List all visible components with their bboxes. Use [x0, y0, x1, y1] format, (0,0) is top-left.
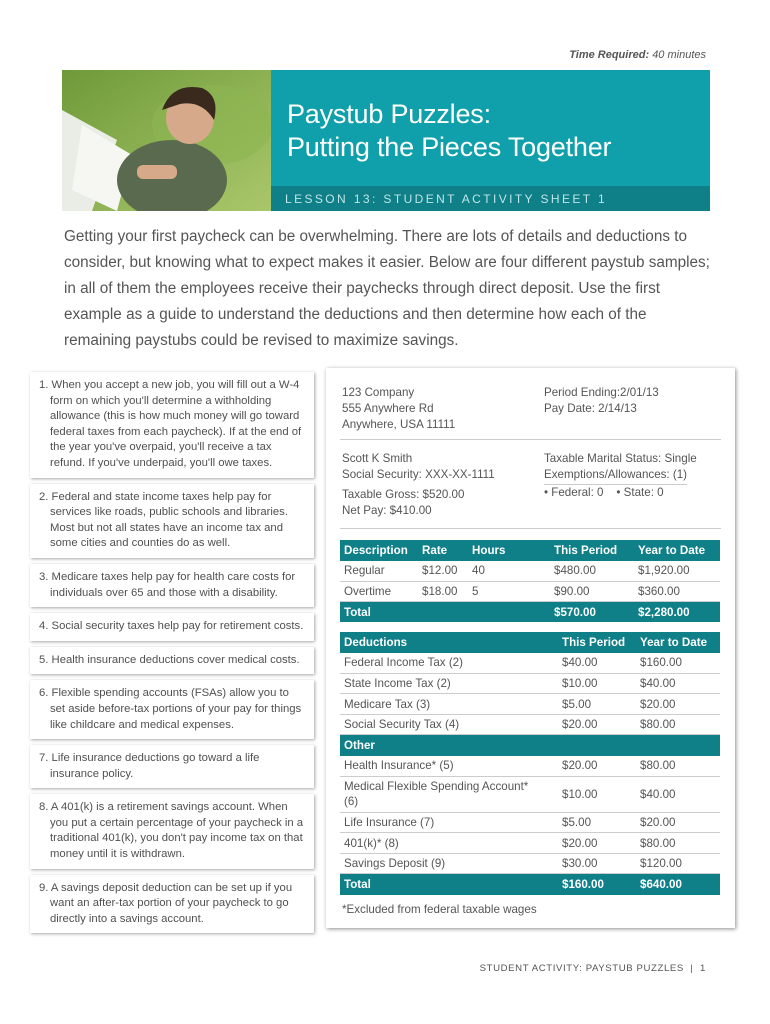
marital-status: Taxable Marital Status: Single	[544, 452, 697, 465]
table-row	[340, 756, 720, 777]
table-row	[340, 561, 720, 582]
period-ending: Period Ending:2/01/13	[544, 386, 659, 399]
cell: $12.00	[418, 561, 468, 582]
cell: Savings Deposit (9)	[340, 853, 558, 874]
cell: Health Insurance* (5)	[340, 756, 558, 777]
other-header-row	[340, 735, 720, 756]
cell: $1,920.00	[634, 561, 720, 582]
title-line-1: Paystub Puzzles:	[287, 99, 491, 129]
cell: $40.00	[636, 776, 720, 812]
header-hours: Hours	[468, 540, 550, 561]
lesson-label: LESSON 13: STUDENT ACTIVITY SHEET 1	[285, 192, 608, 206]
cell: $10.00	[558, 673, 636, 694]
cell: 401(k)* (8)	[340, 833, 558, 854]
cell: Social Security Tax (4)	[340, 714, 558, 735]
deductions-table	[340, 632, 720, 895]
page-title	[287, 98, 611, 164]
cell: $90.00	[550, 581, 634, 602]
divider	[340, 439, 721, 440]
deductions-total-row	[340, 874, 720, 895]
company-name: 123 Company	[342, 386, 415, 399]
time-required-value: 40 minutes	[652, 49, 706, 61]
table-row	[340, 653, 720, 674]
notes-column	[30, 372, 314, 939]
note-2: 2. Federal and state income taxes help pay for services like roads, public schools and libraries. Most but not all states have an income tax and some cities and counties do as well.	[30, 484, 314, 558]
time-required	[569, 49, 706, 61]
table-row	[340, 581, 720, 602]
cell: Federal Income Tax (2)	[340, 653, 558, 674]
gross-net-info	[342, 487, 464, 519]
cell: $20.00	[636, 812, 720, 833]
header-this-period: This Period	[558, 632, 636, 653]
note-4: 4. Social security taxes help pay for retirement costs.	[30, 613, 314, 641]
state-allowance: • State: 0	[616, 486, 664, 499]
cell: $30.00	[558, 853, 636, 874]
cell: $5.00	[558, 812, 636, 833]
intro-paragraph: Getting your first paycheck can be overwhelming. There are lots of details and deductions to consider, but knowing what to expect makes it easier. Below are four different paystub samples; in all of them the employees receive their paychecks through direct deposit. Use the first example as a guide to understand the deductions and then determine how each of the remaining paystubs could be revised to maximize savings.	[64, 228, 710, 349]
cell: $80.00	[636, 714, 720, 735]
note-8: 8. A 401(k) is a retirement savings account. When you put a certain percentage of your paycheck in a traditional 401(k), you don't pay income tax on that money until it is withdrawn.	[30, 794, 314, 868]
table-row	[340, 833, 720, 854]
company-street: 555 Anywhere Rd	[342, 402, 434, 415]
header-year-to-date: Year to Date	[634, 540, 720, 561]
cell: State Income Tax (2)	[340, 673, 558, 694]
cell: $480.00	[550, 561, 634, 582]
note-1: 1. When you accept a new job, you will fill out a W-4 form on which you'll determine a withholding allowance (this is how much money will go toward federal taxes from each paycheck). If at the end of the year you've overpaid, you'll receive a tax refund. If you've underpaid, you'll owe taxes.	[30, 372, 314, 478]
table-row	[340, 776, 720, 812]
cell: Medicare Tax (3)	[340, 694, 558, 715]
cell: $160.00	[636, 653, 720, 674]
header-year-to-date: Year to Date	[636, 632, 720, 653]
social-security: Social Security: XXX-XX-1111	[342, 468, 495, 481]
federal-allowance: • Federal: 0	[544, 486, 604, 499]
header-description: Description	[340, 540, 418, 561]
cell: $40.00	[558, 653, 636, 674]
cell: Overtime	[340, 581, 418, 602]
page-footer: STUDENT ACTIVITY: PAYSTUB PUZZLES | 1	[479, 963, 706, 974]
lesson-bar	[271, 186, 710, 211]
cell: $10.00	[558, 776, 636, 812]
cell: $20.00	[558, 833, 636, 854]
cell: $5.00	[558, 694, 636, 715]
cell: Medical Flexible Spending Account* (6)	[340, 776, 558, 812]
cell: 5	[468, 581, 550, 602]
header-rate: Rate	[418, 540, 468, 561]
paystub-panel	[326, 368, 735, 928]
cell: $18.00	[418, 581, 468, 602]
table-row	[340, 714, 720, 735]
cell: $120.00	[636, 853, 720, 874]
total-year-to-date: $640.00	[636, 874, 720, 895]
header-this-period: This Period	[550, 540, 634, 561]
other-label: Other	[340, 735, 720, 756]
cell: $20.00	[558, 756, 636, 777]
cell: $20.00	[636, 694, 720, 715]
cell: $80.00	[636, 833, 720, 854]
tax-status-info	[544, 451, 697, 501]
earnings-table	[340, 540, 720, 622]
note-5: 5. Health insurance deductions cover medical costs.	[30, 647, 314, 675]
cell: Regular	[340, 561, 418, 582]
cell: $80.00	[636, 756, 720, 777]
exemptions-allowances: Exemptions/Allowances: (1)	[544, 467, 687, 485]
earnings-header-row	[340, 540, 720, 561]
pay-date: Pay Date: 2/14/13	[544, 402, 637, 415]
deductions-header-row	[340, 632, 720, 653]
title-banner	[271, 70, 710, 186]
header-deductions: Deductions	[340, 632, 558, 653]
table-row	[340, 853, 720, 874]
total-this-period: $160.00	[558, 874, 636, 895]
table-row	[340, 694, 720, 715]
cell: $360.00	[634, 581, 720, 602]
total-label: Total	[340, 602, 550, 623]
note-9: 9. A savings deposit deduction can be set up if you want an after-tax portion of your paycheck to go directly into a savings account.	[30, 875, 314, 934]
total-label: Total	[340, 874, 558, 895]
company-address	[342, 385, 455, 433]
footnote: *Excluded from federal taxable wages	[342, 903, 537, 916]
total-this-period: $570.00	[550, 602, 634, 623]
cell: Life Insurance (7)	[340, 812, 558, 833]
table-row	[340, 673, 720, 694]
note-7: 7. Life insurance deductions go toward a life insurance policy.	[30, 745, 314, 788]
earnings-total-row	[340, 602, 720, 623]
student-photo	[62, 70, 271, 211]
note-6: 6. Flexible spending accounts (FSAs) allow you to set aside before-tax portions of your pay for things like childcare and medical expenses.	[30, 680, 314, 739]
taxable-gross: Taxable Gross: $520.00	[342, 488, 465, 501]
total-year-to-date: $2,280.00	[634, 602, 720, 623]
pay-period-info	[544, 385, 659, 417]
table-row	[340, 812, 720, 833]
divider	[340, 528, 721, 529]
cell: $20.00	[558, 714, 636, 735]
employee-name: Scott K Smith	[342, 452, 413, 465]
net-pay: Net Pay: $410.00	[342, 504, 432, 517]
cell: $40.00	[636, 673, 720, 694]
cell: 40	[468, 561, 550, 582]
note-3: 3. Medicare taxes help pay for health care costs for individuals over 65 and those with a disability.	[30, 564, 314, 607]
employee-info	[342, 451, 495, 483]
title-line-2: Putting the Pieces Together	[287, 132, 612, 162]
time-required-label: Time Required:	[569, 49, 650, 61]
company-city: Anywhere, USA 11111	[342, 418, 456, 431]
